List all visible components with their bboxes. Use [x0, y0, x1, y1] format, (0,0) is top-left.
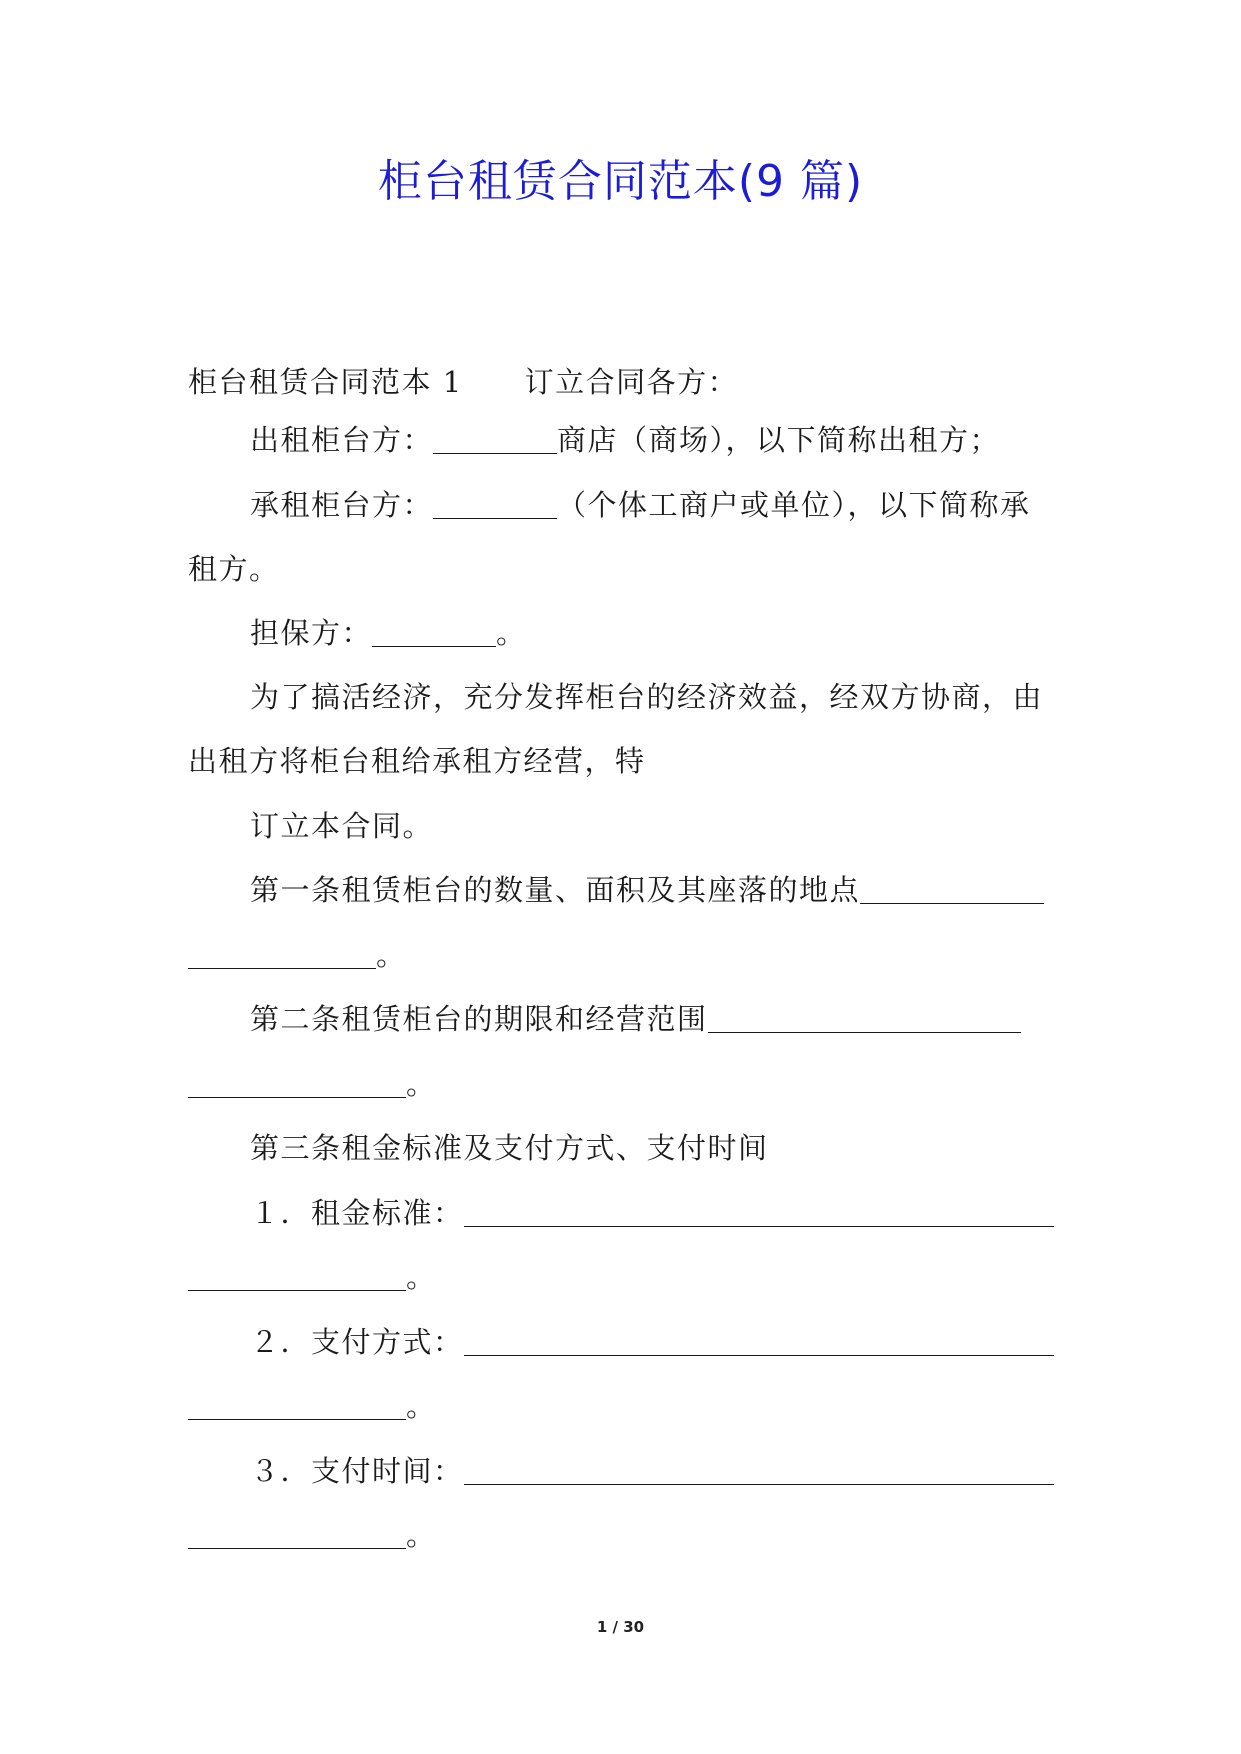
item-2-blank-cont	[188, 1391, 406, 1420]
item-1-line	[250, 1193, 1054, 1233]
lessor-line	[250, 420, 1000, 460]
guarantor-line	[250, 613, 527, 653]
lessor-blank	[433, 425, 557, 454]
item-1-label: １．租金标准：	[250, 1196, 464, 1230]
contract-heading: 柜台租赁合同范本 1	[188, 365, 463, 399]
item-3-end: 。	[406, 1518, 437, 1552]
lessor-suffix: 商店（商场），以下简称出租方；	[557, 423, 1001, 457]
item-2-continuation	[188, 1386, 437, 1426]
article-2-continuation	[188, 1064, 437, 1104]
article-2-blank-cont	[188, 1069, 406, 1098]
guarantor-suffix: 。	[496, 616, 527, 650]
article-2-text: 第二条租赁柜台的期限和经营范围	[250, 1002, 708, 1036]
article-3-line: 第三条租金标准及支付方式、支付时间	[250, 1131, 769, 1165]
item-1-blank	[464, 1198, 1054, 1227]
parties-label: 订立合同各方：	[524, 365, 739, 399]
guarantor-blank	[372, 618, 496, 647]
article-1-continuation	[188, 935, 407, 975]
lessee-label: 承租柜台方：	[250, 488, 434, 522]
lessee-continuation: 租方。	[188, 552, 280, 586]
item-2-blank	[464, 1327, 1054, 1356]
item-3-line	[250, 1451, 1054, 1491]
article-1-end: 。	[376, 938, 407, 972]
item-3-blank	[464, 1456, 1054, 1485]
purpose-line-3: 订立本合同。	[250, 809, 434, 843]
item-3-blank-cont	[188, 1520, 406, 1549]
item-1-blank-cont	[188, 1262, 406, 1291]
purpose-line-1: 为了搞活经济，充分发挥柜台的经济效益，经双方协商，由	[250, 680, 1044, 714]
document-title: 柜台租赁合同范本(9 篇)	[377, 156, 864, 207]
article-2-line	[250, 999, 1021, 1039]
item-3-continuation	[188, 1515, 437, 1555]
lessee-suffix: （个体工商户或单位），以下简称承	[557, 488, 1031, 522]
page-number: 1 / 30	[596, 1618, 645, 1636]
lessee-blank	[433, 490, 557, 519]
item-2-end: 。	[406, 1389, 437, 1423]
article-1-blank-cont	[188, 940, 376, 969]
article-1-line	[250, 870, 1044, 910]
item-2-label: ２．支付方式：	[250, 1325, 464, 1359]
contract-heading-line	[188, 362, 738, 402]
item-1-continuation	[188, 1257, 437, 1297]
lessee-line	[250, 485, 1031, 525]
article-2-blank	[708, 1004, 1021, 1033]
item-1-end: 。	[406, 1260, 437, 1294]
lessor-label: 出租柜台方：	[250, 423, 434, 457]
guarantor-label: 担保方：	[250, 616, 373, 650]
item-3-label: ３．支付时间：	[250, 1454, 464, 1488]
item-2-line	[250, 1322, 1054, 1362]
purpose-line-2: 出租方将柜台租给承租方经营，特	[188, 744, 646, 778]
article-1-blank	[860, 875, 1044, 904]
article-2-end: 。	[406, 1067, 437, 1101]
article-1-text: 第一条租赁柜台的数量、面积及其座落的地点	[250, 873, 861, 907]
